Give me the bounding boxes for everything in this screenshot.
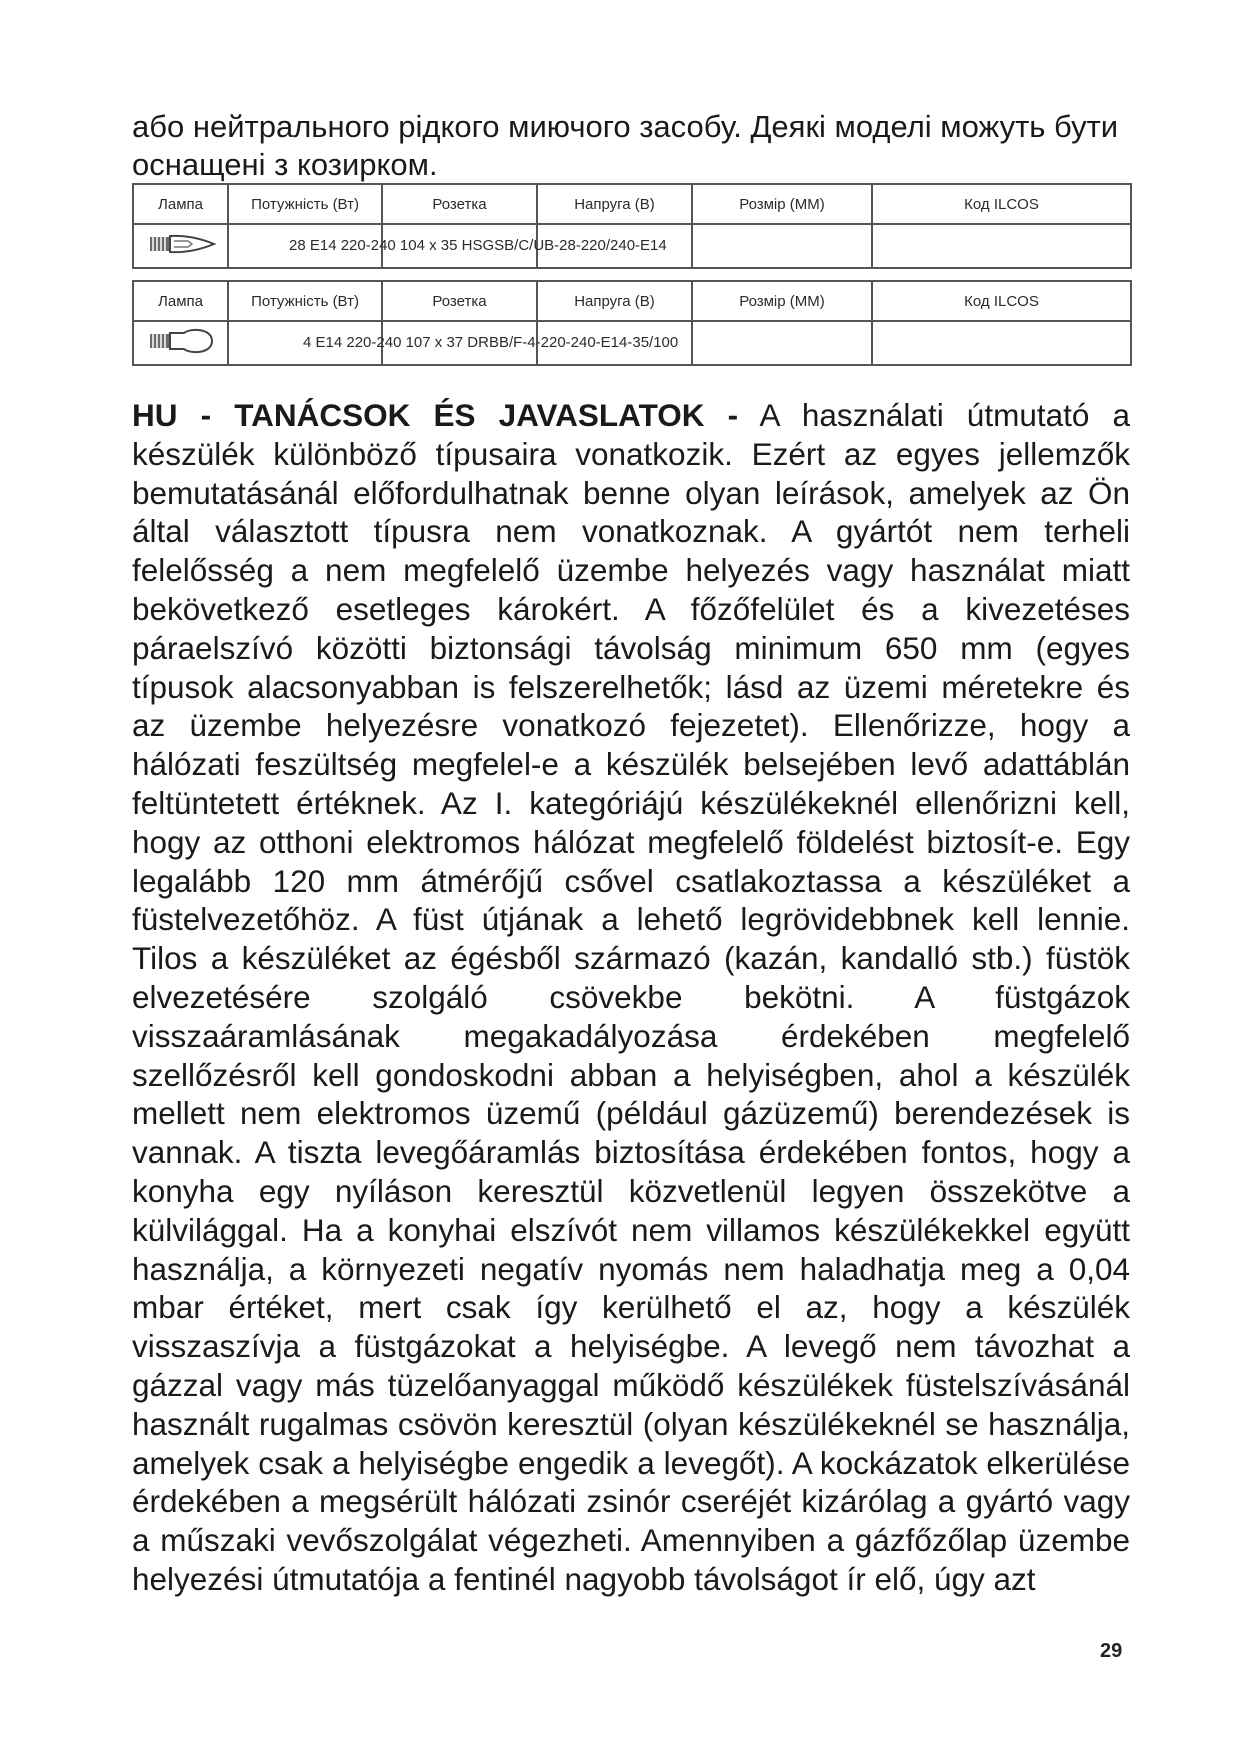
hu-section-heading: HU - TANÁCSOK ÉS JAVASLATOK - [132,397,739,433]
header-lamp: Лампа [133,281,228,321]
header-lamp: Лампа [133,184,228,224]
lamp-icon-cell [133,224,228,268]
hu-section-body: A használati útmutató a készülék különböző típusaira vonatkozik. Ezért az egyes jellemzők bemutatásánál előfordulhatnak benne olyan leírások, amelyek az Ön által választott típusra nem vonatkoznak. A gyártót nem terheli felelősség a nem megfelelő üzembe helyezés vagy használat miatt bekövetkező esetleges károkért. A főzőfelület és a kivezetéses páraelszívó közötti biztonsági távolság minimum 650 mm (egyes típusok alacsonyabban is felszerelhetők; lásd az üzemi méretekre és az üzembe helyezésre vonatkozó fejezetet). Ellenőrizze, hogy a hálózati feszültség megfelel-e a készülék belsejében levő adattáblán feltüntetett értéknek. Az I. kategóriájú készülékeknél ellenőrizni kell, hogy az otthoni elektromos hálózat megfelelő földelést biztosít-e. Egy legalább 120 mm átmérőjű csővel csatlakoztassa a készüléket a füstelvezetőhöz. A füst útjának a lehető legrövidebbnek kell lennie. Tilos a készüléket az égésből származó (kazán, kandalló stb.) füstök elvezetésére szolgáló csövekbe bekötni. A füstgázok visszaáramlásának megakadályozása érdekében megfelelő szellőzésről kell gondoskodni abban a helyiségben, ahol a készülék mellett nem elektromos üzemű (például gázüzemű) berendezések is vannak. A tiszta levegőáramlás biztosítása érdekében fontos, hogy a konyha egy nyíláson keresztül közvetlenül legyen összekötve a külvilággal. Ha a konyhai elszívót nem villamos készülékekkel együtt használja, a környezeti negatív nyomás nem haladhatja meg a 0,04 mbar értéket, mert csak így kerülhető el az, hogy a készülék visszaszívja a füstgázokat a helyiségbe. A levegő nem távozhat a gázzal vagy más tüzelőanyaggal működő készülékek füstelszívásánál használt rugalmas csövön keresztül (olyan készülékeknél se használja, amelyek csak a helyiségbe engedik a levegőt). A kockázatok elkerülése érdekében a megsérült hálózati zsinór cseréjét kizárólag a gyártó vagy a műszaki vevőszolgálat végezheti. Amennyiben a gázfőzőlap üzembe helyezési útmutatója a fentinél nagyobb távolságot ír elő, úgy azt [132,397,1130,1597]
lamp-icon-cell [133,321,228,365]
page-number: 29 [1100,1640,1123,1662]
lamp-spec-values: 28 E14 220-240 104 x 35 HSGSB/C/UB-28-220/240-E14 [289,237,667,254]
header-ilcos-code: Код ILCOS [872,281,1131,321]
header-power: Потужність (Вт) [228,281,382,321]
header-size: Розмір (ММ) [692,184,872,224]
table-row [133,224,1131,268]
hu-safety-section [132,396,1130,1599]
table-header-row [133,184,1131,224]
header-socket: Розетка [382,184,537,224]
bulb-lamp-icon [144,326,218,360]
candle-lamp-icon [144,231,218,261]
header-size: Розмір (ММ) [692,281,872,321]
merged-data-cell [228,224,667,268]
header-ilcos-code: Код ILCOS [872,184,1131,224]
lamp-spec-values: 4 E14 220-240 107 x 37 DRBB/F-4-220-240-E14-35/100 [303,334,679,351]
header-voltage: Напруга (В) [537,184,692,224]
table-row [133,321,1131,365]
table-header-row [133,281,1131,321]
header-voltage: Напруга (В) [537,281,692,321]
lamp-spec-table-1 [132,183,1132,269]
merged-data-cell [228,321,679,365]
intro-paragraph: або нейтрального рідкого миючого засобу. Деякі моделі можуть бути оснащені з козирком. [132,109,1119,182]
header-socket: Розетка [382,281,537,321]
lamp-spec-table-2 [132,280,1132,366]
header-power: Потужність (Вт) [228,184,382,224]
